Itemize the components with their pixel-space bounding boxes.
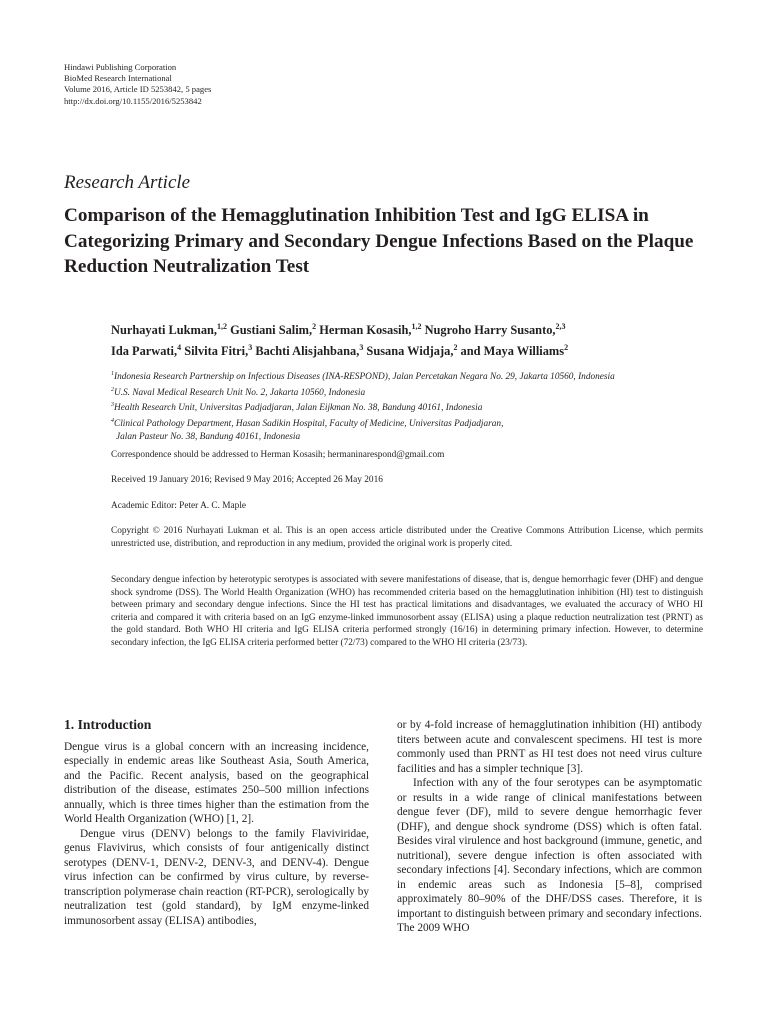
body-column-left — [64, 718, 369, 928]
author-affiliation-marker: 2 — [564, 343, 569, 353]
affiliation — [111, 415, 731, 431]
article-type: Research Article — [64, 172, 191, 193]
section-heading: 1. Introduction — [64, 717, 152, 732]
affiliation-marker: 3 — [111, 402, 114, 409]
affiliation-text: Indonesia Research Partnership on Infectious Diseases (INA-RESPOND), Jalan Percetakan Negara No. 29, Jakarta 10560, Indonesia — [114, 372, 615, 383]
author-name — [461, 344, 569, 358]
author-label: Silvita Fitri, — [184, 344, 249, 359]
affiliation-text: Health Research Unit, Universitas Padjadjaran, Jalan Eijkman No. 38, Bandung 40161, Indonesia — [114, 403, 483, 414]
affiliation-marker: 2 — [111, 386, 114, 393]
affiliation-continuation: Jalan Pasteur No. 38, Bandung 40161, Indonesia — [116, 431, 301, 442]
author-name — [425, 323, 566, 337]
author-affiliation-marker: 3 — [359, 343, 364, 353]
author-label: and Maya Williams — [460, 344, 565, 359]
author-label: Gustiani Salim, — [230, 323, 313, 338]
author-affiliation-marker: 4 — [177, 343, 182, 353]
paragraph: or by 4-fold increase of hemagglutination inhibition (HI) antibody titers between acute and convalescent specimens. HI test is more commonly used than PRNT as HI test does not need virus culture facilities and has a simpler technique [3]. — [397, 719, 702, 775]
volume-info: Volume 2016, Article ID 5253842, 5 pages — [64, 84, 212, 95]
author-affiliation-marker: 1,2 — [411, 322, 422, 331]
paragraph: Dengue virus is a global concern with an increasing incidence, especially in endemic areas like Southeast Asia, South America, and the Pacific. Recent analysis, based on the geographical distribution of the disease, estimates 250–500 million infections annually, which is three times higher than the estimation from the World Health Organization (WHO) [1, 2]. — [64, 740, 369, 825]
affiliation-text: Clinical Pathology Department, Hasan Sadikin Hospital, Faculty of Medicine, Universitas Padjadjaran, — [114, 419, 504, 430]
author-name — [230, 323, 316, 337]
author-label: Herman Kosasih, — [319, 323, 412, 338]
author-label: Nurhayati Lukman, — [111, 323, 218, 338]
affiliation-marker: 1 — [111, 371, 114, 377]
affiliation — [111, 368, 731, 384]
abstract: Secondary dengue infection by heterotypic serotypes is associated with severe manifestations of disease, that is, dengue hemorrhagic fever (DHF) and dengue shock syndrome (DSS). The World Health Organization (WHO) has recommended criteria based on the hemagglutination inhibition (HI) test to distinguish between primary and secondary dengue infections. Since the HI test has practical limitations and disadvantages, we evaluated the accuracy of WHO HI criteria and compared it with criteria based on an IgG enzyme-linked immunosorbent assay (ELISA) using a plaque reduction neutralization test (PRNT) as the gold standard. Both WHO HI criteria and IgG ELISA criteria performed strongly (16/16) in determining primary infection. However, to determine secondary infection, the IgG ELISA criteria performed better (72/73) compared to the WHO HI criteria (23/73). — [111, 575, 703, 648]
author-list — [111, 318, 721, 360]
article-title: Comparison of the Hemagglutination Inhibition Test and IgG ELISA in Categorizing Primary and Secondary Dengue Infections Based on the Plaque Reduction Neutralization Test — [64, 205, 694, 277]
author-affiliation-marker: 2,3 — [555, 322, 566, 331]
author-affiliation-marker: 3 — [248, 343, 253, 353]
author-name — [366, 344, 457, 358]
affiliation — [111, 384, 731, 400]
author-label: Nugroho Harry Susanto, — [424, 323, 556, 338]
author-name — [111, 323, 227, 337]
author-affiliation-marker: 2 — [312, 322, 317, 331]
author-label: Ida Parwati, — [111, 344, 178, 359]
correspondence: Correspondence should be addressed to Herman Kosasih; hermaninarespond@gmail.com — [111, 450, 445, 460]
body-column-right — [397, 718, 702, 936]
author-label: Susana Widjaja, — [366, 344, 454, 359]
affiliation-text: U.S. Naval Medical Research Unit No. 2, Jakarta 10560, Indonesia — [114, 387, 366, 398]
academic-editor: Academic Editor: Peter A. C. Maple — [111, 501, 247, 511]
author-name — [184, 344, 252, 358]
paragraph: Infection with any of the four serotypes can be asymptomatic or results in a wide range of clinical manifestations between dengue fever (DF), mild to severe dengue hemorrhagic fever (DHF), and dengue shock syndrome (DSS) which is often fatal. Besides viral virulence and host background (immune, genetic, and nutritional), severe dengue infection is often associated with secondary infections [4]. Secondary infections, which are common in endemic areas such as Indonesia [5–8], comprised approximately 80–90% of the DHF/DSS cases. Therefore, it is important to distinguish between primary and secondary infections. The 2009 WHO — [397, 777, 702, 934]
publisher: Hindawi Publishing Corporation — [64, 62, 177, 72]
paragraph: Dengue virus (DENV) belongs to the family Flaviviridae, genus Flavivirus, which consists of four antigenically distinct serotypes (DENV-1, DENV-2, DENV-3, and DENV-4). Dengue virus infection can be confirmed by virus culture, by reverse-transcription polymerase chain reaction (RT-PCR), serologically by neutralization test (gold standard), by IgM enzyme-linked immunosorbent assay (ELISA) antibodies, — [64, 827, 369, 927]
affiliation — [111, 399, 731, 415]
affiliation-marker: 4 — [111, 418, 114, 425]
author-name — [319, 323, 421, 337]
affiliation-list — [111, 368, 731, 443]
author-affiliation-marker: 1,2 — [217, 322, 228, 331]
author-name — [111, 344, 181, 358]
author-label: Bachti Alisjahbana, — [255, 344, 360, 359]
journal-name: BioMed Research International — [64, 73, 172, 84]
copyright-notice: Copyright © 2016 Nurhayati Lukman et al. This is an open access article distributed under the Creative Commons Attribution License, which permits unrestricted use, distribution, and reproduction in any medium, provided the original work is properly cited. — [111, 526, 703, 549]
author-name — [255, 344, 363, 358]
doi-link[interactable]: http://dx.doi.org/10.1155/2016/5253842 — [64, 95, 202, 106]
article-dates: Received 19 January 2016; Revised 9 May 2016; Accepted 26 May 2016 — [111, 475, 383, 485]
author-affiliation-marker: 2 — [453, 343, 458, 353]
journal-header — [64, 62, 211, 107]
